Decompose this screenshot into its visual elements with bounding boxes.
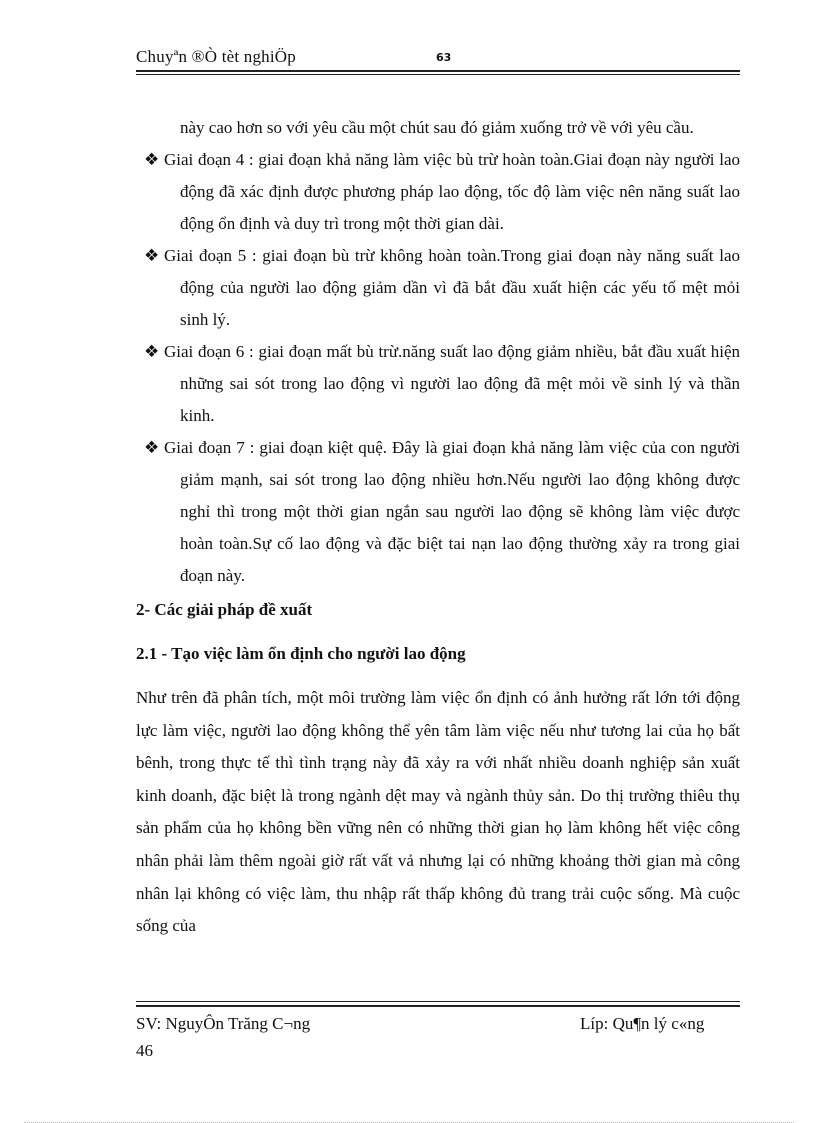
list-item-lead: Giai đoạn 4 : [164,150,254,169]
list-item-lead: Giai đoạn 7 : [164,438,255,457]
continuation-text: này cao hơn so với yêu cầu một chút sau đó giảm xuống trở về với yêu cầu. [180,118,694,137]
page-number-top: 63 [436,51,452,64]
diamond-bullet-icon: ❖ [144,150,160,170]
page-number-bottom: 46 [136,1041,153,1060]
footer-rule-bottom [136,1005,740,1007]
header-rule-bottom [136,74,740,75]
list-item [136,432,740,592]
list-item [136,144,740,240]
list-item [136,336,740,432]
footer-rule-top [136,1001,740,1002]
list-item [136,240,740,336]
section-heading: 2- Các giải pháp đề xuất [136,600,313,619]
subsection-heading: 2.1 - Tạo việc làm ổn định cho người lao động [136,644,466,663]
body-paragraph: Như trên đã phân tích, một môi trường làm việc ổn định có ảnh hưởng rất lớn tới động lực làm việc, người lao động không thể yên tâm làm việc nếu như tương lai của họ bất bênh, trong thực tế thì tình trạng này đã xảy ra với nhất nhiều doanh nghiệp sản xuất kinh doanh, đặc biệt là trong ngành dệt may và ngành thủy sản. Do thị trường thiêu thụ sản phẩm của họ không bền vững nên có những thời gian họ làm không hết việc công nhân phải làm thêm ngoài giờ rất vất vả nhưng lại có những khoảng thời gian mà công nhân lại không có việc làm, thu nhập rất thấp không đủ trang trải cuộc sống. Mà cuộc sống của [136,688,740,936]
document-title: Chuyªn ®Ò tèt nghiÖp [136,47,296,66]
diamond-bullet-icon: ❖ [144,342,160,362]
header-rule-top [136,70,740,72]
list-item-text: giai đoạn khả năng làm việc bù trừ hoàn toàn.Giai đoạn này người lao động đã xác định được phương pháp lao động, tốc độ làm việc nên năng suất lao động ổn định và duy trì trong một thời gian dài. [180,150,740,233]
list-item-lead: Giai đoạn 5 : [164,246,257,265]
list-item-text: giai đoạn kiệt quệ. Đây là giai đoạn khả năng làm việc của con người giảm mạnh, sai sót trong lao động nhiều hơn.Nếu người lao động không được nghỉ thì trong một thời gian ngắn sau người lao động sẽ không làm việc được hoàn toàn.Sự cố lao động và đặc biệt tai nạn lao động thường xảy ra trong giai đoạn này. [180,438,740,585]
list-item-text: giai đoạn mất bù trừ.năng suất lao động giảm nhiều, bắt đầu xuất hiện những sai sót trong lao động vì người lao động đã mệt mỏi về sinh lý và thần kinh. [180,342,740,425]
list-item-text: giai đoạn bù trừ không hoàn toàn.Trong giai đoạn này năng suất lao động của người lao động giảm dần vì đã bắt đầu xuất hiện các yếu tố mệt mỏi sinh lý. [180,246,740,329]
diamond-bullet-icon: ❖ [144,438,160,458]
student-name: SV: NguyÔn Trăng C¬ng [136,1014,311,1033]
diamond-bullet-icon: ❖ [144,246,160,266]
class-label: Líp: Qu¶n lý c«ng [580,1014,705,1033]
list-item-lead: Giai đoạn 6 : [164,342,254,361]
document-body [136,112,740,943]
